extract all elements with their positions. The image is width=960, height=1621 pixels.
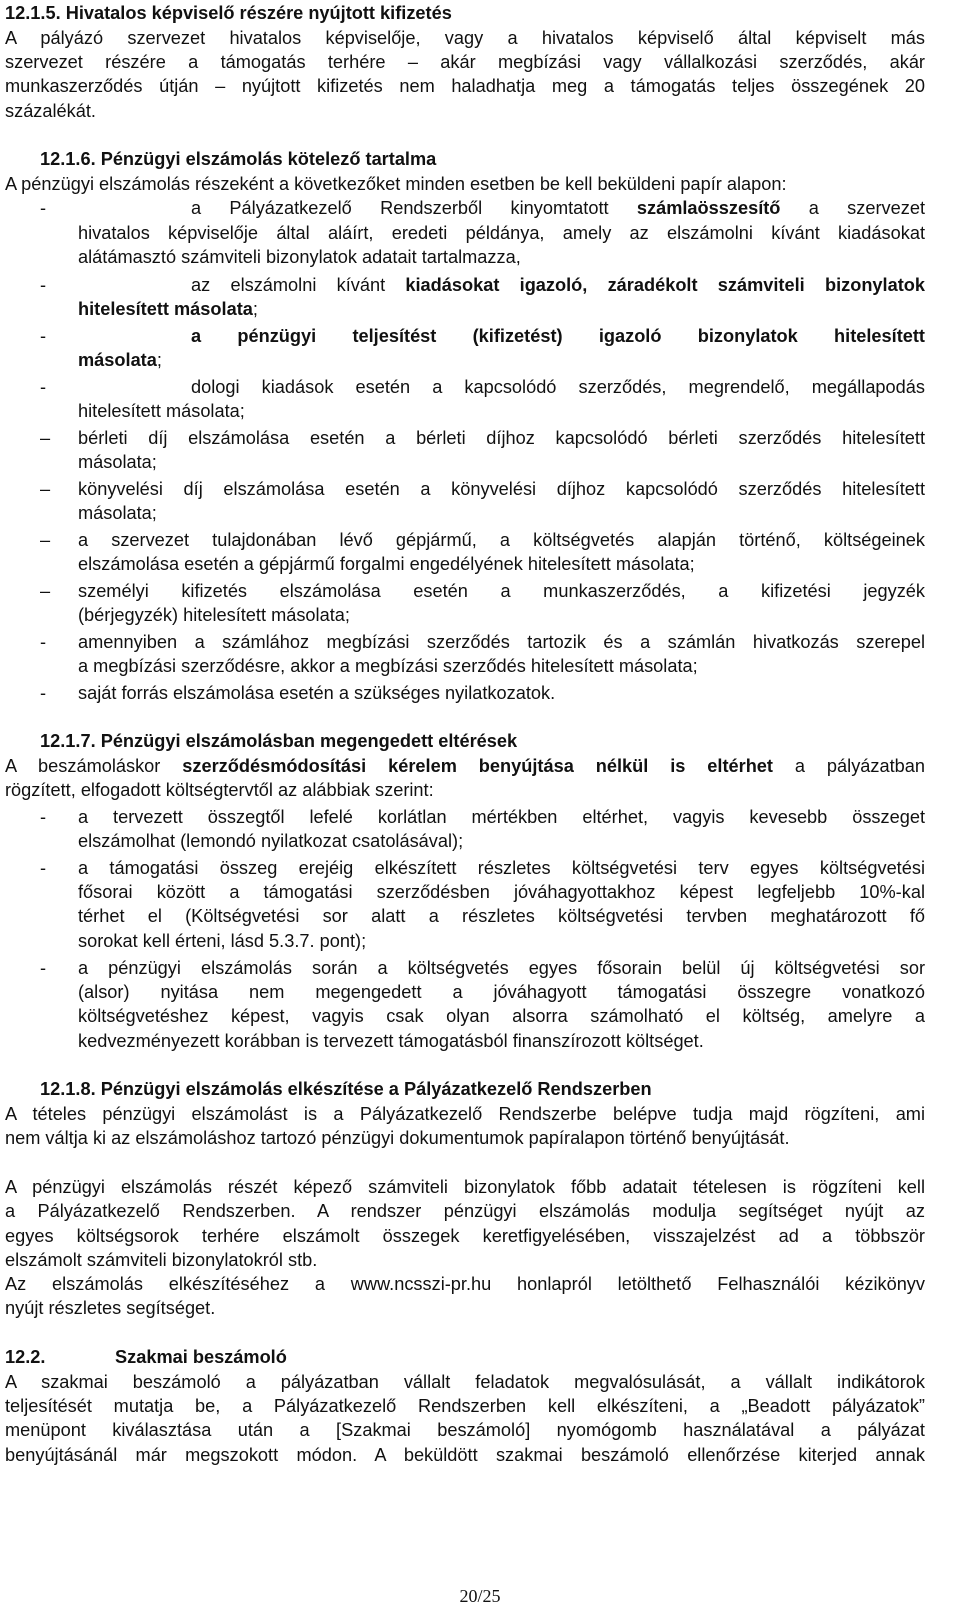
text-run: rögzített, elfogadott költségtervtől az alábbiak szerint:: [5, 780, 434, 800]
text-line: [78, 501, 157, 525]
text-line: [78, 805, 925, 829]
text-line: [5, 1102, 925, 1126]
text-run: (bérjegyzék) hitelesített másolata;: [78, 605, 350, 625]
bold-text: szerződésmódosítási kérelem benyújtása nélkül is eltérhet: [182, 756, 773, 776]
text-run: A pénzügyi elszámolás részeként a következőket minden esetben be kell beküldeni papír alapon:: [5, 174, 787, 194]
text-line: [78, 426, 925, 450]
text-run: saját forrás elszámolása esetén a szükséges nyilatkozatok.: [78, 683, 556, 703]
text-run: sorokat kell érteni, lásd 5.3.7. pont);: [78, 931, 367, 951]
text-run: elszámolt számviteli bizonylatokról stb.: [5, 1250, 318, 1270]
text-run: –: [40, 428, 51, 448]
text-run: százalékát.: [5, 101, 96, 121]
text-run: könyvelési díj elszámolása esetén a könyvelési díjhoz kapcsolódó szerződés hitelesített: [78, 479, 925, 499]
text-run: a támogatási összeg erejéig elkészített részletes költségvetési terv egyes költségvetési: [78, 858, 925, 878]
bold-text: számlaösszesítő: [636, 198, 781, 218]
text-line: [78, 348, 162, 372]
text-line: [78, 630, 925, 654]
text-line: [40, 729, 517, 753]
text-line: [40, 196, 46, 220]
text-line: [5, 1272, 925, 1296]
text-run: a megbízási szerződésre, akkor a megbízási szerződés hitelesített másolata;: [78, 656, 698, 676]
text-line: [78, 1004, 925, 1028]
text-run: -: [40, 632, 47, 652]
text-line: [5, 1126, 790, 1150]
text-line: [78, 579, 925, 603]
text-run: A pénzügyi elszámolás részét képező számviteli bizonylatok főbb adatait tételesen is rögzíteni kell: [5, 1177, 925, 1197]
text-run: -: [40, 275, 47, 295]
text-run: elszámolhat (lemondó nyilatkozat csatolásával);: [78, 831, 464, 851]
text-line: [5, 26, 925, 50]
text-run: –: [40, 479, 51, 499]
text-run: másolata;: [78, 452, 157, 472]
text-line: [78, 399, 245, 423]
text-run: ;: [156, 350, 162, 370]
bold-text: 12.1.5.: [5, 3, 66, 23]
text-line: [78, 603, 350, 627]
text-line: [78, 552, 695, 576]
text-run: –: [40, 530, 51, 550]
text-run: A szakmai beszámoló a pályázatban vállalt feladatok megvalósulását, a vállalt indikátorok: [5, 1372, 925, 1392]
text-run: a szervezet tulajdonában lévő gépjármű, a költségvetés alapján történő, költségeinek: [78, 530, 925, 550]
text-run: amennyiben a számlához megbízási szerződés tartozik és a számlán hivatkozás szerepel: [78, 632, 925, 652]
text-run: nem váltja ki az elszámoláshoz tartozó pénzügyi dokumentumok papíralapon történő benyújtását.: [5, 1128, 790, 1148]
text-line: [5, 99, 96, 123]
text-run: költségvetéshez képest, vagyis csak olyan alsorra számolható el költség, amelyre a: [78, 1006, 925, 1026]
text-run: hivatalos képviselője által aláírt, eredeti példánya, amely az elszámolni kívánt kiadásokat: [78, 223, 925, 243]
text-line: [78, 956, 925, 980]
bold-text: Pénzügyi elszámolás elkészítése a Pályázatkezelő Rendszerben: [100, 1079, 652, 1099]
bold-text: Pénzügyi elszámolásban megengedett eltérések: [100, 731, 518, 751]
bold-text: kiadásokat igazoló, záradékolt számviteli bizonylatok: [405, 275, 925, 295]
text-line: [78, 221, 925, 245]
text-run: -: [40, 858, 47, 878]
text-line: [191, 375, 925, 399]
text-line: [5, 1394, 925, 1418]
text-line: [5, 1199, 925, 1223]
text-run: teljesítését mutatja be, a Pályázatkezelő Rendszerben kell elkészíteni, a „Beadott pályázatok”: [5, 1396, 925, 1416]
text-line: [78, 856, 925, 880]
text-line: [5, 1, 452, 25]
text-run: hitelesített másolata;: [78, 401, 245, 421]
text-line: [78, 528, 925, 552]
text-run: másolata;: [78, 503, 157, 523]
text-run: a pályázatban: [772, 756, 926, 776]
text-line: [78, 980, 925, 1004]
text-line: [78, 880, 925, 904]
text-line: [40, 477, 50, 501]
text-run: nyújt részletes segítséget.: [5, 1298, 216, 1318]
text-line: [191, 273, 925, 297]
text-line: [40, 579, 50, 603]
text-line: [40, 147, 436, 171]
text-run: -: [40, 326, 47, 346]
text-run: A tételes pénzügyi elszámolást is a Pályázatkezelő Rendszerbe belépve tudja majd rögzíteni, ami: [5, 1104, 925, 1124]
text-run: (alsor) nyitása nem megengedett a jóváhagyott támogatási összegre vonatkozó: [78, 982, 925, 1002]
text-run: a szervezet: [780, 198, 925, 218]
text-line: [5, 1443, 925, 1467]
text-line: [40, 956, 46, 980]
text-line: [78, 904, 925, 928]
text-run: elszámolása esetén a gépjármű forgalmi engedélyének hitelesített másolata;: [78, 554, 695, 574]
text-line: [78, 654, 698, 678]
page-number: 20/25: [459, 1586, 501, 1606]
text-run: a tervezett összegtől lefelé korlátlan mértékben eltérhet, vagyis kevesebb összeget: [78, 807, 925, 827]
text-run: szervezet részére a támogatás terhére – akár megbízási vagy vállalkozási szerződés, akár: [5, 52, 925, 72]
text-run: személyi kifizetés elszámolása esetén a munkaszerződés, a kifizetési jegyzék: [78, 581, 925, 601]
text-run: a pénzügyi elszámolás során a költségvetés egyes fősorain belül új költségvetési sor: [78, 958, 925, 978]
text-line: [5, 172, 787, 196]
text-line: [40, 273, 46, 297]
text-line: [78, 477, 925, 501]
text-line: [40, 426, 50, 450]
text-line: [78, 929, 366, 953]
text-run: benyújtásánál már megszokott módon. A beküldött szakmai beszámoló ellenőrzése kiterjed annak: [5, 1445, 925, 1465]
bold-text: 12.2.: [5, 1347, 46, 1367]
text-line: [78, 1029, 704, 1053]
text-line: [191, 324, 925, 348]
text-line: [40, 805, 46, 829]
text-run: a Pályázatkezelő Rendszerből kinyomtatott: [191, 198, 637, 218]
text-run: munkaszerződés útján – nyújtott kifizetés nem haladhatja meg a támogatás teljes összegének 20: [5, 76, 925, 96]
text-line: [115, 1345, 287, 1369]
bold-text: 12.1.6.: [40, 149, 101, 169]
text-run: -: [40, 683, 47, 703]
bold-text: a pénzügyi teljesítést (kifizetést) igazoló bizonylatok hitelesített: [191, 326, 925, 346]
text-run: -: [40, 958, 47, 978]
text-line: [40, 681, 46, 705]
text-run: Az elszámolás elkészítéséhez a www.ncsszi-pr.hu honlapról letölthető Felhasználói kézikönyv: [5, 1274, 925, 1294]
text-line: [5, 50, 925, 74]
text-run: alátámasztó számviteli bizonylatok adatait tartalmazza,: [78, 247, 521, 267]
text-line: [40, 856, 46, 880]
text-run: bérleti díj elszámolása esetén a bérleti díjhoz kapcsolódó bérleti szerződés hitelesített: [78, 428, 925, 448]
text-line: [40, 630, 46, 654]
text-run: A beszámoláskor: [5, 756, 183, 776]
text-run: kedvezményezett korábban is tervezett támogatásból finanszírozott költséget.: [78, 1031, 704, 1051]
text-line: [191, 196, 925, 220]
text-line: [5, 1418, 925, 1442]
text-line: [78, 450, 157, 474]
bold-text: 12.1.7.: [40, 731, 101, 751]
bold-text: Hivatalos képviselő részére nyújtott kifizetés: [65, 3, 452, 23]
text-line: [5, 1296, 215, 1320]
text-run: menüpont kiválasztása után a [Szakmai beszámoló] nyomógomb használatával a pályázat: [5, 1420, 925, 1440]
text-run: egyes költségsorok terhére elszámolt összegek keretfigyelésében, visszajelzést ad a többször: [5, 1226, 925, 1246]
bold-text: hitelesített másolata: [78, 299, 253, 319]
text-run: ;: [252, 299, 258, 319]
text-run: dologi kiadások esetén a kapcsolódó szerződés, megrendelő, megállapodás: [191, 377, 925, 397]
text-run: -: [40, 377, 47, 397]
bold-text: Pénzügyi elszámolás kötelező tartalma: [100, 149, 437, 169]
text-line: [5, 1224, 925, 1248]
text-line: [5, 1175, 925, 1199]
text-line: [5, 754, 925, 778]
text-line: [5, 1370, 925, 1394]
text-run: az elszámolni kívánt: [191, 275, 406, 295]
text-line: [78, 297, 258, 321]
text-line: [40, 324, 46, 348]
text-run: -: [40, 807, 47, 827]
text-line: [78, 829, 463, 853]
text-run: térhet el (Költségvetési sor alatt a részletes költségvetési tervben meghatározott fő: [78, 906, 925, 926]
bold-text: Szakmai beszámoló: [115, 1347, 287, 1367]
text-line: [5, 1345, 45, 1369]
bold-text: 12.1.8.: [40, 1079, 101, 1099]
text-line: [40, 1077, 652, 1101]
text-line: [40, 375, 46, 399]
text-line: [78, 681, 555, 705]
bold-text: másolata: [78, 350, 157, 370]
text-run: A pályázó szervezet hivatalos képviselője, vagy a hivatalos képviselő által képviselt más: [5, 28, 925, 48]
text-run: a Pályázatkezelő Rendszerben. A rendszer pénzügyi elszámolás modulja segítséget nyújt az: [5, 1201, 925, 1221]
text-line: [78, 245, 521, 269]
text-run: fősorai között a támogatási szerződésben jóváhagyottakhoz képest legfeljebb 10%-kal: [78, 882, 925, 902]
text-line: [5, 1248, 317, 1272]
text-run: –: [40, 581, 51, 601]
text-line: [40, 528, 50, 552]
text-run: -: [40, 198, 47, 218]
text-line: [5, 74, 925, 98]
text-line: [5, 778, 434, 802]
